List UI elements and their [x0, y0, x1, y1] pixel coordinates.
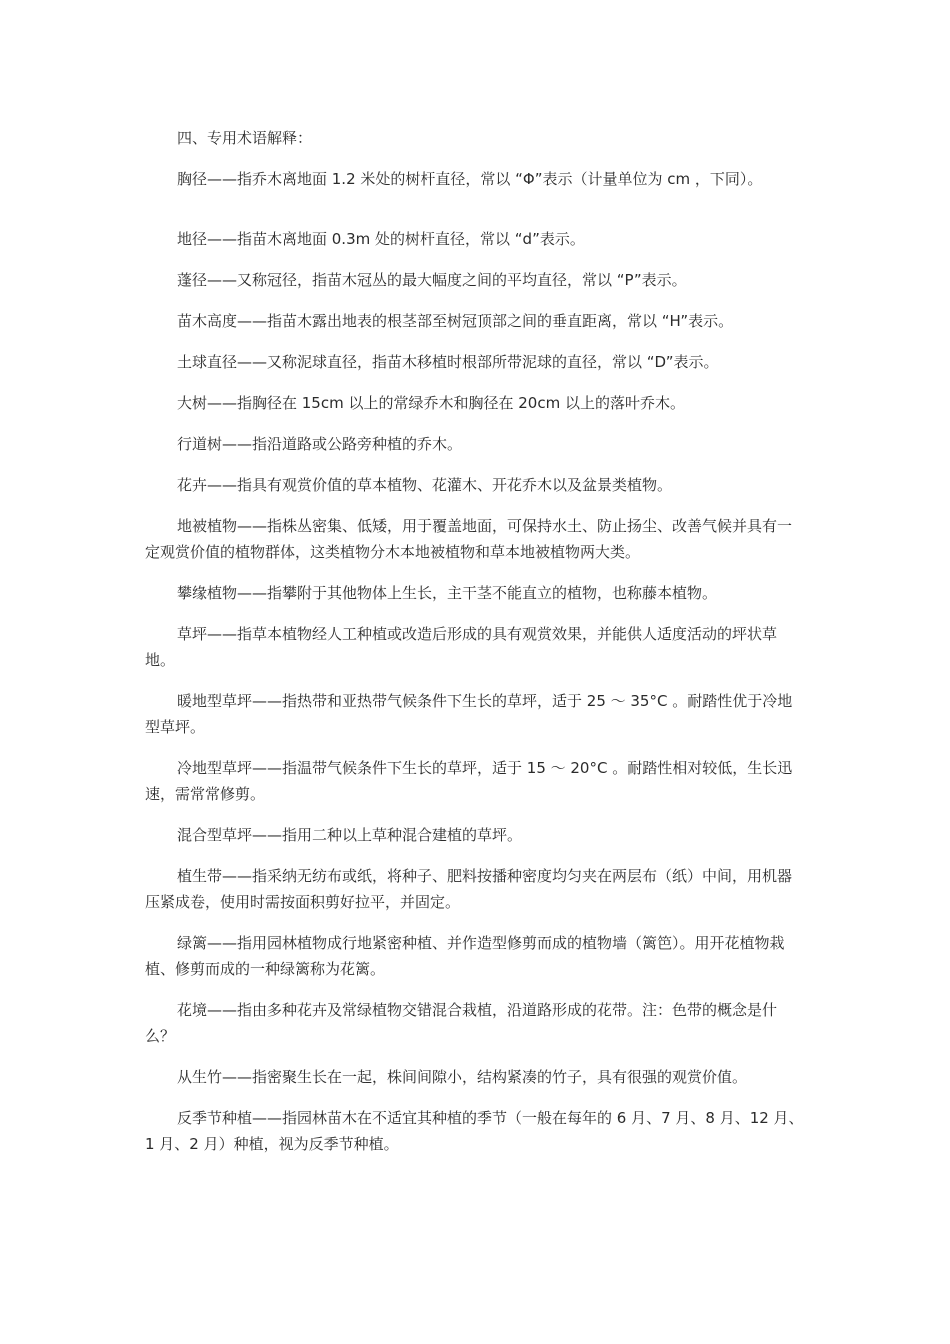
term-paragraph: 绿篱——指用园林植物成行地紧密种植、并作造型修剪而成的植物墙（篱笆）。用开花植物栽植、修剪而成的一种绿篱称为花篱。: [145, 934, 785, 978]
term-paragraph: 苗木高度——指苗木露出地表的根茎部至树冠顶部之间的垂直距离，常以 “H”表示。: [177, 312, 734, 330]
term-paragraph: 攀缘植物——指攀附于其他物体上生长，主干茎不能直立的植物，也称藤本植物。: [177, 584, 718, 602]
term-paragraph: 花卉——指具有观赏价值的草本植物、花灌木、开花乔木以及盆景类植物。: [177, 476, 673, 494]
term-paragraph: 大树——指胸径在 15cm 以上的常绿乔木和胸径在 20cm 以上的落叶乔木。: [177, 394, 685, 412]
term-paragraph: 蓬径——又称冠径，指苗木冠丛的最大幅度之间的平均直径，常以 “P”表示。: [177, 271, 687, 289]
term-paragraph: 反季节种植——指园林苗木在不适宜其种植的季节（一般在每年的 6 月、7 月、8 月、12 月、1 月、2 月）种植，视为反季节种植。: [145, 1109, 804, 1153]
term-paragraph: 草坪——指草本植物经人工种植或改造后形成的具有观赏效果，并能供人适度活动的坪状草地。: [145, 625, 778, 669]
document-body: [145, 125, 805, 1172]
term-paragraph: 地径——指苗木离地面 0.3m 处的树杆直径，常以 “d”表示。: [177, 230, 585, 248]
term-paragraph: 土球直径——又称泥球直径，指苗木移植时根部所带泥球的直径，常以 “D”表示。: [177, 353, 719, 371]
term-paragraph: 地被植物——指株丛密集、低矮，用于覆盖地面，可保持水土、防止扬尘、改善气候并具有一定观赏价值的植物群体，这类植物分木本地被植物和草本地被植物两大类。: [145, 517, 793, 561]
term-paragraph: 暖地型草坪——指热带和亚热带气候条件下生长的草坪，适于 25 ～ 35°C 。耐踏性优于冷地型草坪。: [145, 692, 793, 736]
term-paragraph: 从生竹——指密聚生长在一起，株间间隙小，结构紧凑的竹子，具有很强的观赏价值。: [177, 1068, 748, 1086]
term-paragraph: 混合型草坪——指用二种以上草种混合建植的草坪。: [177, 826, 523, 844]
term-paragraph: 冷地型草坪——指温带气候条件下生长的草坪，适于 15 ～ 20°C 。耐踏性相对较低，生长迅速，需常常修剪。: [145, 759, 793, 803]
section-heading: 四、专用术语解释：: [177, 129, 313, 147]
term-paragraph: 植生带——指采纳无纺布或纸，将种子、肥料按播种密度均匀夹在两层布（纸）中间，用机器压紧成卷，使用时需按面积剪好拉平，并固定。: [145, 867, 793, 911]
term-paragraph: 花境——指由多种花卉及常绿植物交错混合栽植，沿道路形成的花带。注：色带的概念是什么？: [145, 1001, 778, 1045]
term-paragraph: 行道树——指沿道路或公路旁种植的乔木。: [177, 435, 463, 453]
term-paragraph: 胸径——指乔木离地面 1.2 米处的树杆直径，常以 “Φ”表示（计量单位为 cm ，下同）。: [177, 170, 763, 188]
